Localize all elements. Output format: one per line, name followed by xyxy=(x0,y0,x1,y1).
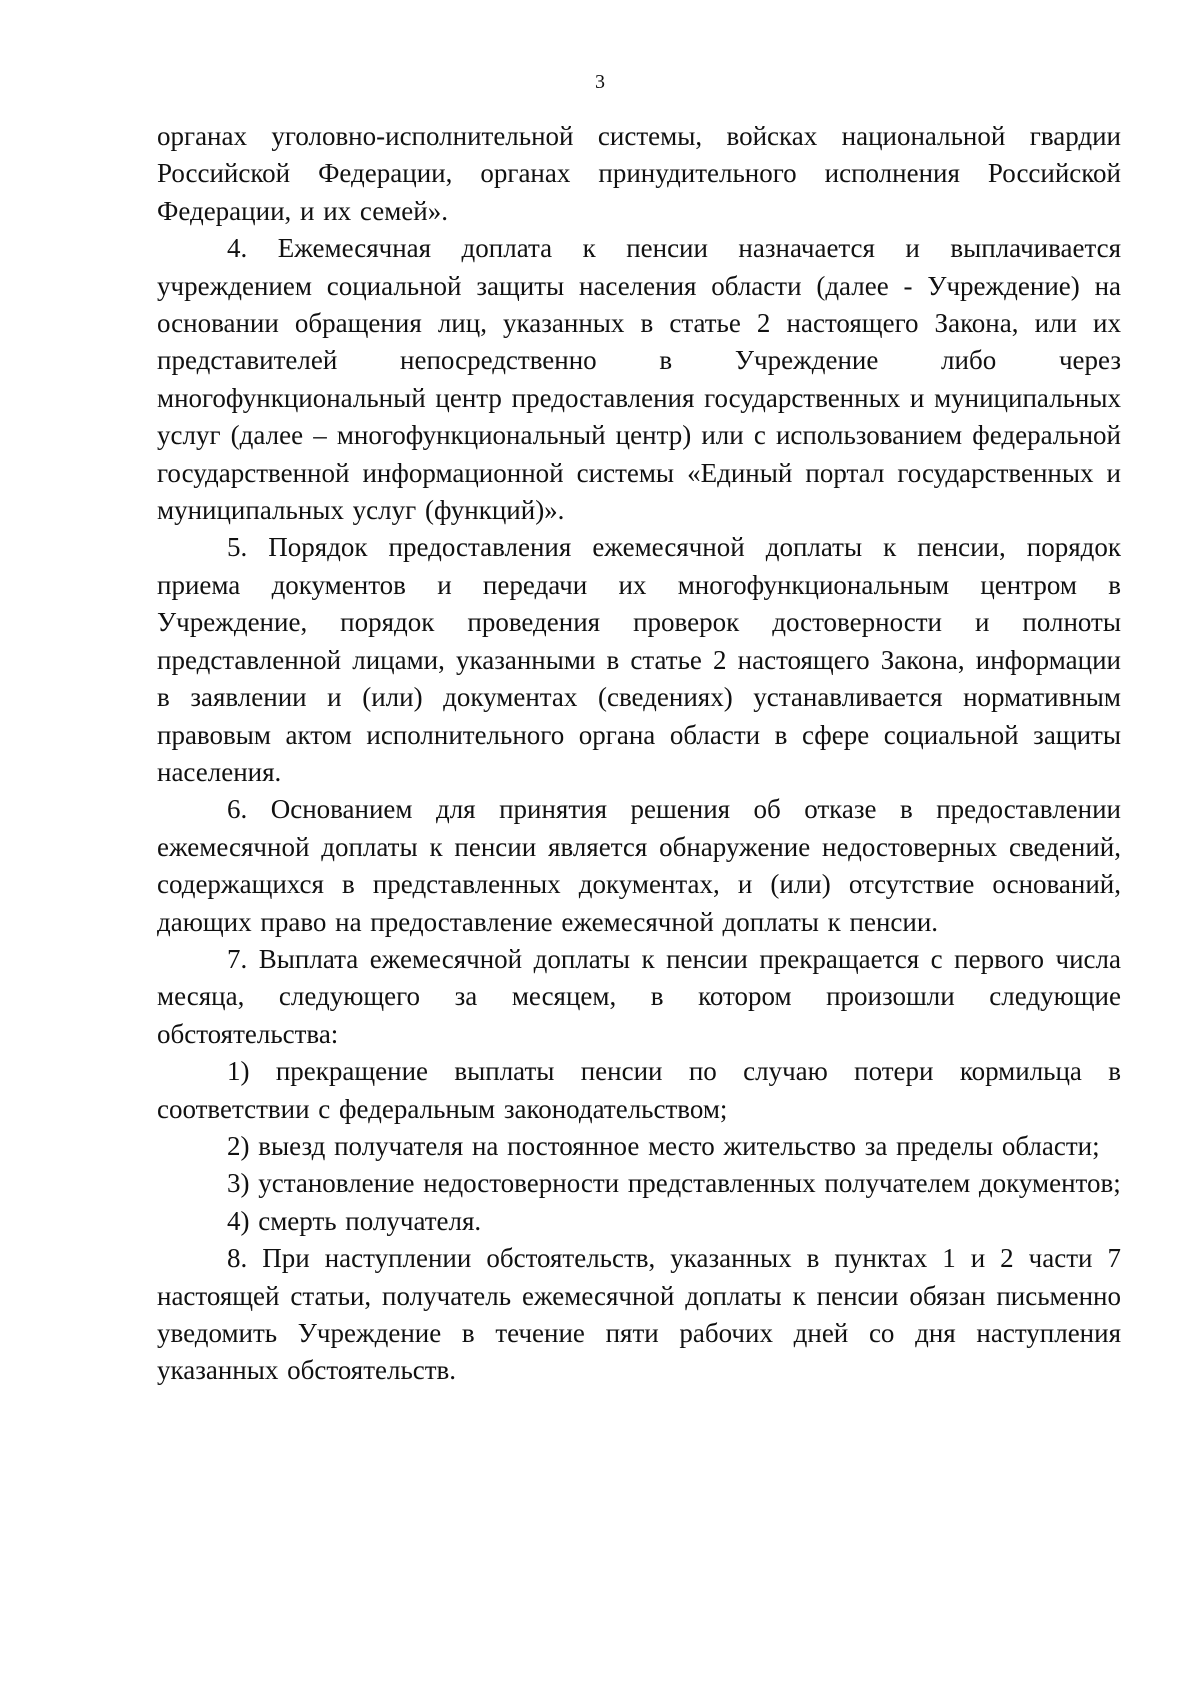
subitem-7-3: 3) установление недостоверности представленных получателем документов; xyxy=(227,1168,1121,1199)
subitem-7-1: 1) прекращение выплаты пенсии по случаю потери кормильца в соответствии с федеральным законодательством; xyxy=(157,1056,1121,1124)
paragraph-item-5: 5. Порядок предоставления ежемесячной доплаты к пенсии, порядок приема документов и передачи их многофункциональным центром в Учреждение, порядок проведения проверок достоверности и полноты представленной лицами, указанными в статье 2 настоящего Закона, информации в заявлении и (или) документах (сведениях) устанавливается нормативным правовым актом исполнительного органа области в сфере социальной защиты населения. xyxy=(157,532,1121,787)
paragraph-item-7: 7. Выплата ежемесячной доплаты к пенсии прекращается с первого числа месяца, следующего за месяцем, в котором произошли следующие обстоятельства: xyxy=(157,943,1121,1049)
subitem-7-2: 2) выезд получателя на постоянное место жительство за пределы области; xyxy=(227,1130,1100,1161)
subitem-7-4: 4) смерть получателя. xyxy=(227,1205,482,1236)
paragraph-continuation: органах уголовно-исполнительной системы, войсках национальной гвардии Российской Федерации, органах принудительного исполнения Российской Федерации, и их семей». xyxy=(157,121,1121,226)
page-number: 3 xyxy=(595,71,605,93)
paragraph-item-8: 8. При наступлении обстоятельств, указанных в пунктах 1 и 2 части 7 настоящей статьи, получатель ежемесячной доплаты к пенсии обязан письменно уведомить Учреждение в течение пяти рабочих дней со дня наступления указанных обстоятельств. xyxy=(157,1243,1121,1386)
paragraph-item-4: 4. Ежемесячная доплата к пенсии назначается и выплачивается учреждением социальной защиты населения области (далее - Учреждение) на основании обращения лиц, указанных в статье 2 настоящего Закона, или их представителей непосредственно в Учреждение либо через многофункциональный центр предоставления государственных и муниципальных услуг (далее – многофункциональный центр) или с использованием федеральной государственной информационной системы «Единый портал государственных и муниципальных услуг (функций)». xyxy=(157,233,1121,526)
paragraph-item-6: 6. Основанием для принятия решения об отказе в предоставлении ежемесячной доплаты к пенсии является обнаружение недостоверных сведений, содержащихся в представленных документах, и (или) отсутствие оснований, дающих право на предоставление ежемесячной доплаты к пенсии. xyxy=(157,794,1121,937)
document-body xyxy=(157,118,1121,1390)
